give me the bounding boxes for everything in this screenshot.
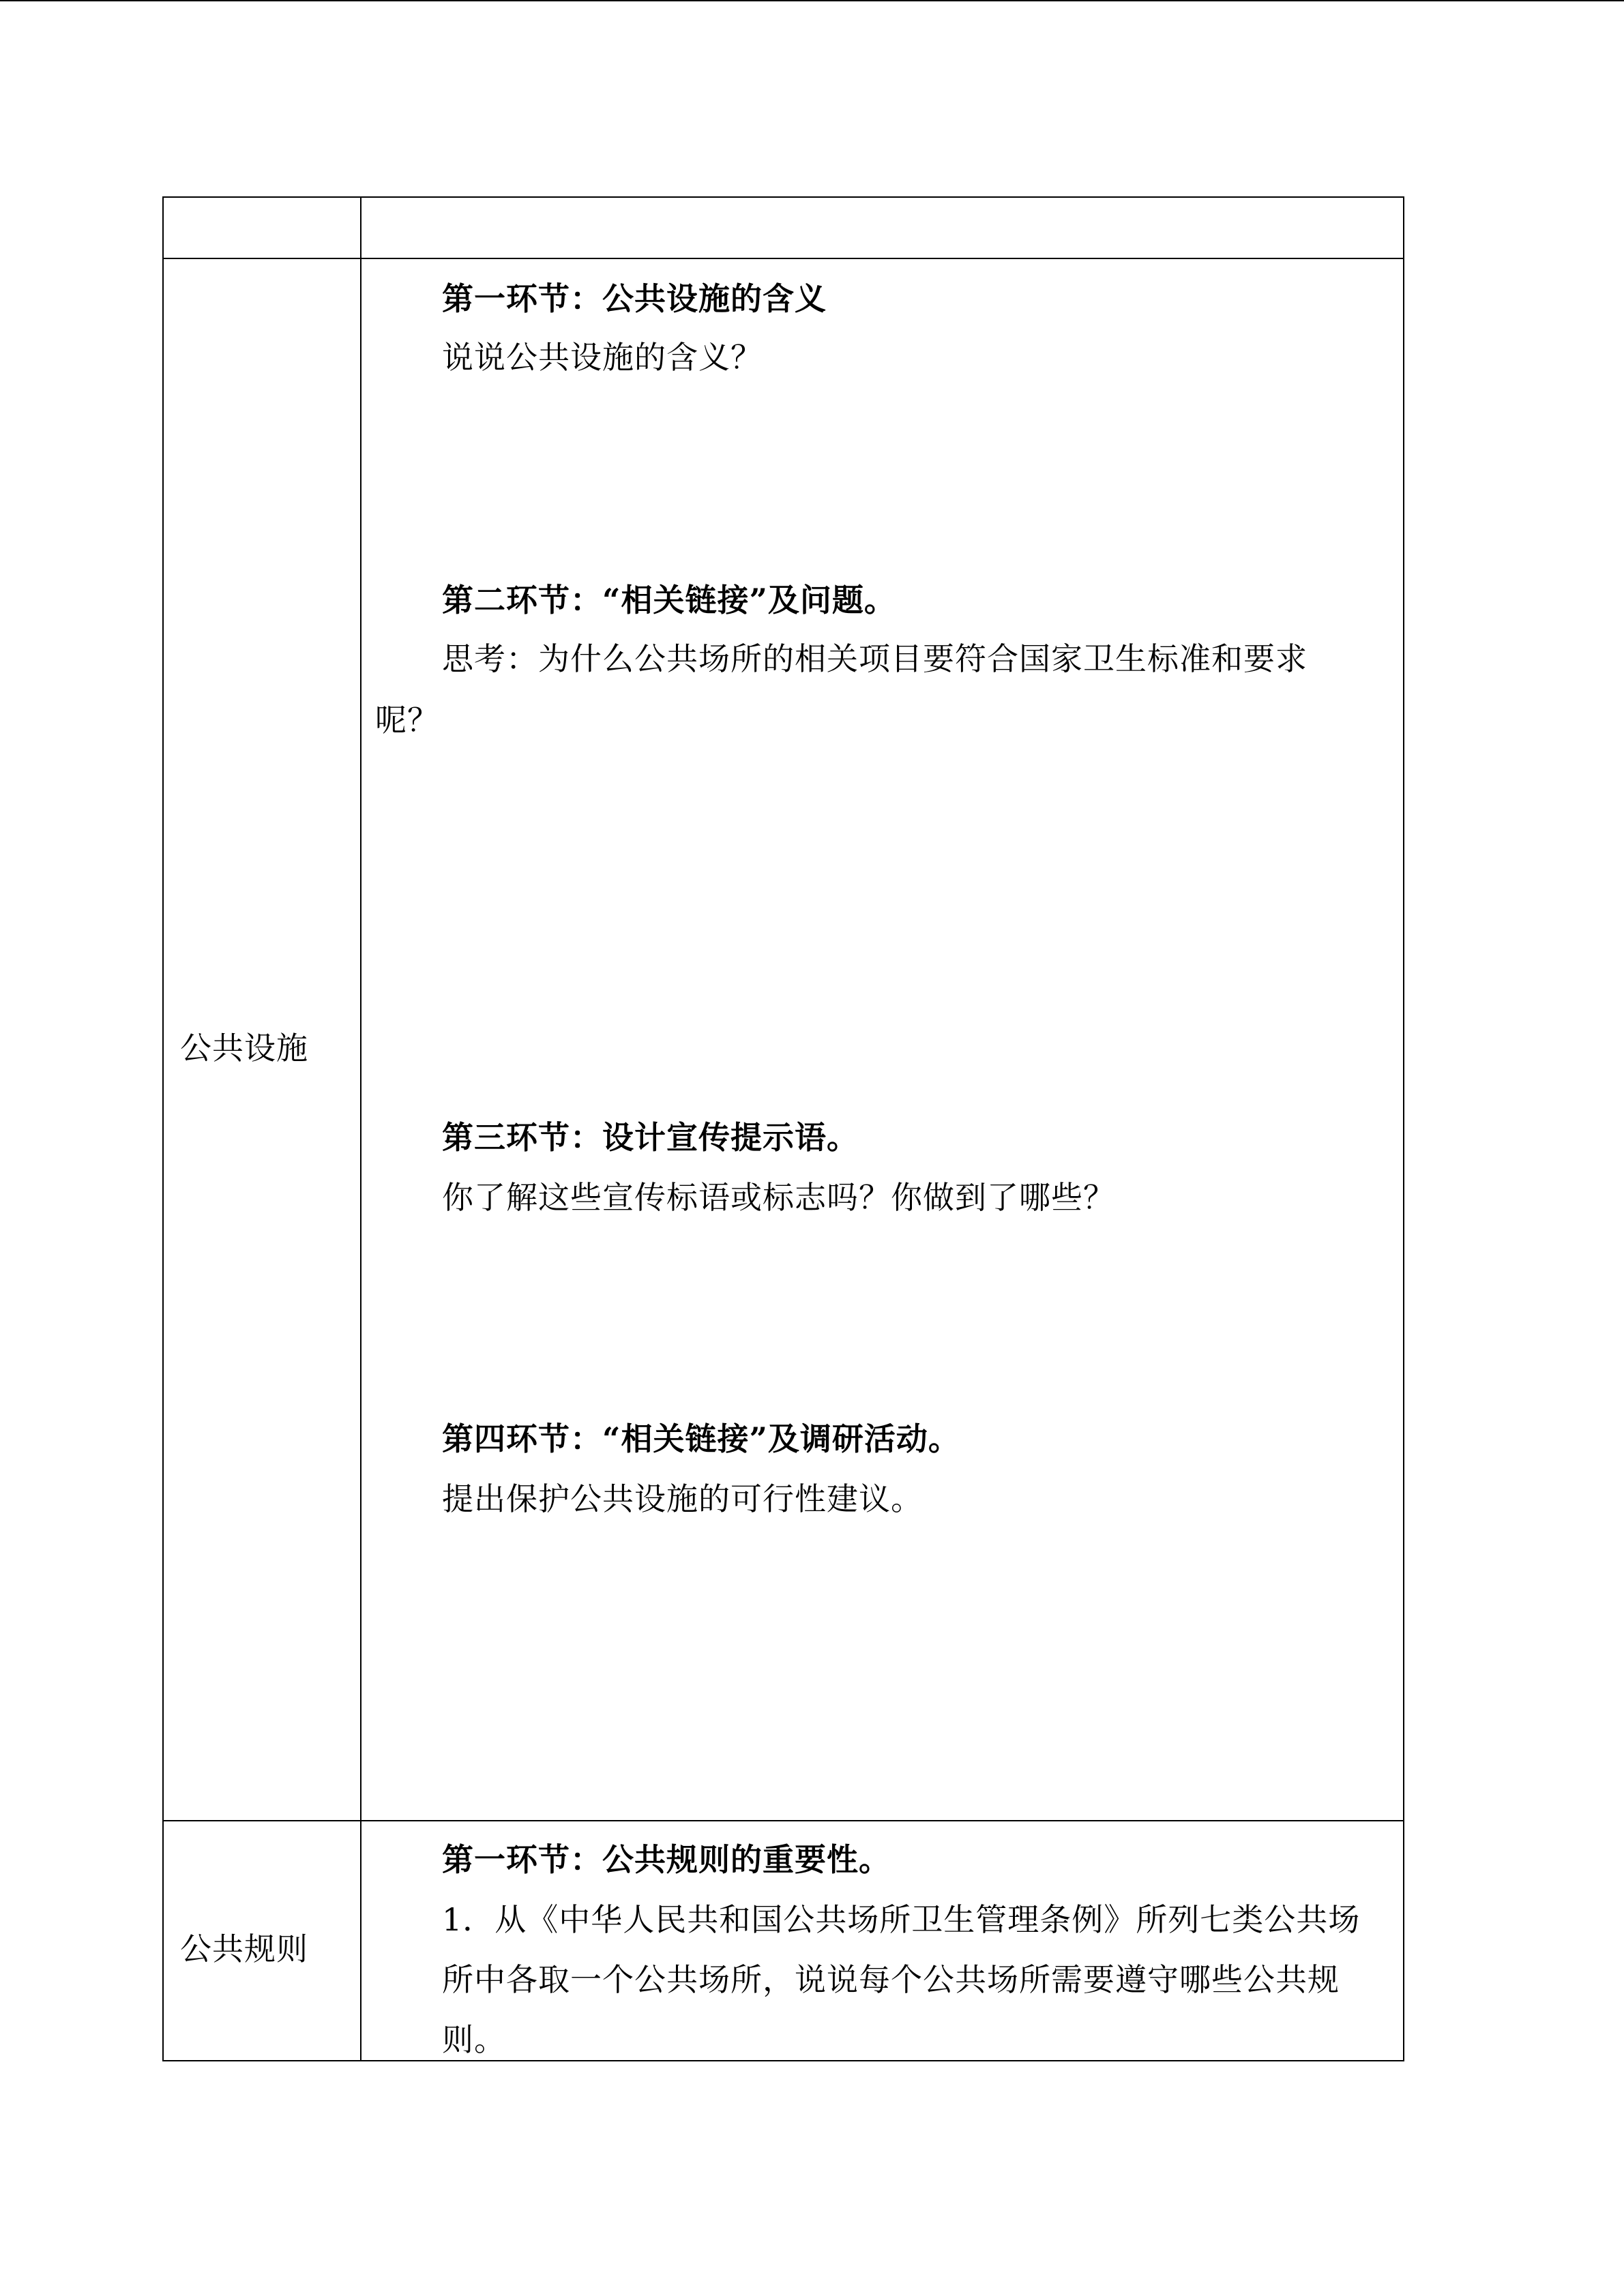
section-question-continued: 所中各取一个公共场所，说说每个公共场所需要遵守哪些公共规 (442, 1961, 1340, 1998)
section-question: 说说公共设施的含义？ (442, 339, 763, 376)
row-content-cell (361, 259, 1403, 1820)
row-label: 公共规则 (180, 1930, 308, 1967)
row-label: 公共设施 (180, 1030, 308, 1067)
row-label-cell (164, 1821, 361, 2060)
page-top-border (0, 0, 1624, 1)
table-header-row (164, 198, 1403, 258)
section-heading: 第四环节：“相关链接”及调研活动。 (442, 1420, 960, 1457)
section-question: 你了解这些宣传标语或标志吗？你做到了哪些？ (442, 1179, 1115, 1216)
section-question: 1．从《中华人民共和国公共场所卫生管理条例》所列七类公共场 (442, 1901, 1361, 1938)
section-heading: 第一环节：公共规则的重要性。 (442, 1841, 891, 1878)
section-question: 思考：为什么公共场所的相关项目要符合国家卫生标准和要求 (442, 640, 1308, 677)
header-cell-right (361, 198, 1403, 258)
section-question: 提出保护公共设施的可行性建议。 (442, 1480, 923, 1517)
section-heading: 第二环节：“相关链接”及问题。 (442, 582, 896, 618)
row-content-cell (361, 1821, 1403, 2060)
section-heading: 第一环节：公共设施的含义 (442, 280, 827, 317)
section-question-continued: 呢？ (375, 702, 439, 739)
section-question-continued: 则。 (442, 2021, 506, 2058)
table-row-public-rules (164, 1820, 1403, 2060)
header-cell-left (164, 198, 361, 258)
section-heading: 第三环节：设计宣传提示语。 (442, 1119, 859, 1156)
row-label-cell (164, 259, 361, 1820)
table-row-public-facilities (164, 258, 1403, 1820)
lesson-table (162, 196, 1404, 2061)
